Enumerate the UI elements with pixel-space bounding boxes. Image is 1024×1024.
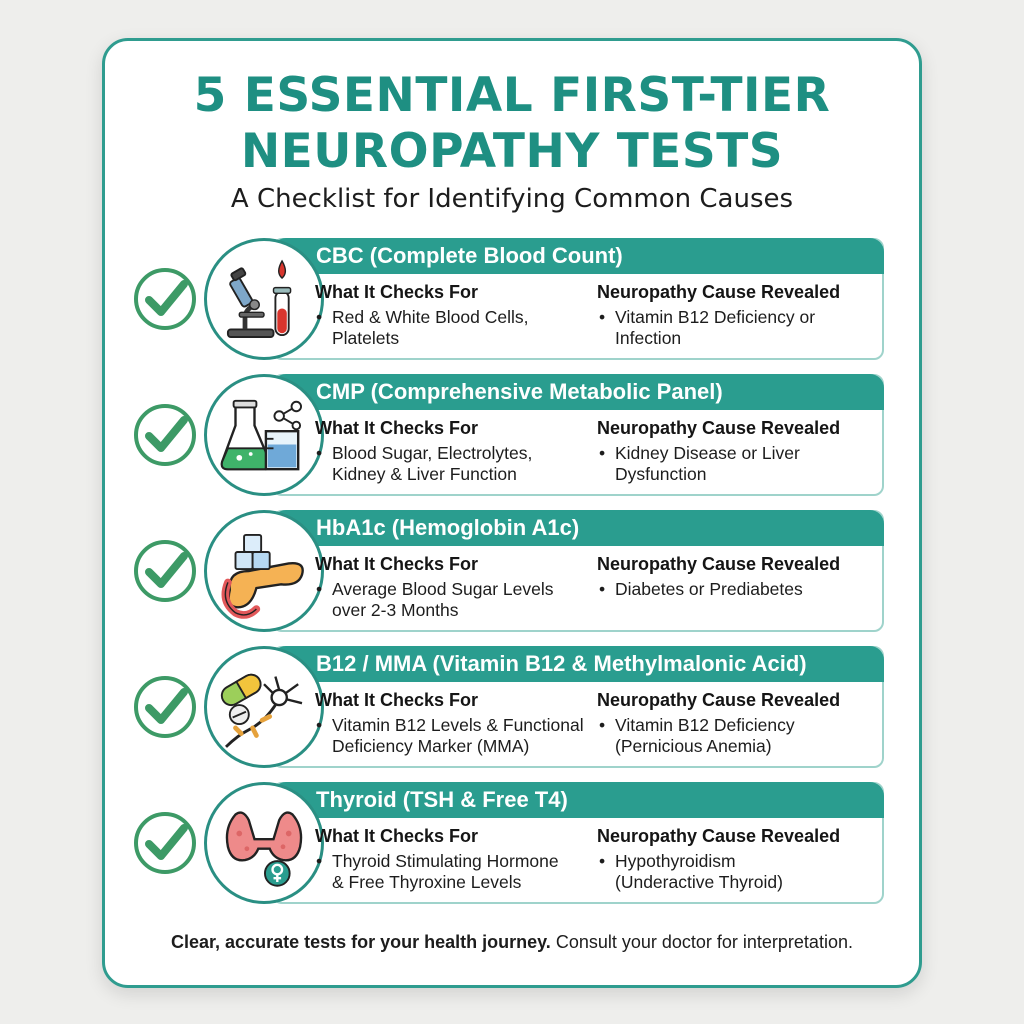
bullet: • <box>599 307 606 327</box>
cause-heading: Neuropathy Cause Revealed <box>597 418 841 438</box>
bullet: • <box>316 579 323 599</box>
lab-flask-and-beaker-icon <box>204 374 324 496</box>
cause-text: • Hypothyroidism (Underactive Thyroid) <box>599 851 783 892</box>
test-title: Thyroid (TSH & Free T4) <box>316 787 568 812</box>
bullet: • <box>316 443 323 463</box>
cause-heading: Neuropathy Cause Revealed <box>597 282 841 302</box>
footer-bold-text: Clear, accurate tests for your health journey. <box>171 932 551 952</box>
checks-text: • Vitamin B12 Levels & Functional Deficiency Marker (MMA) <box>316 715 584 756</box>
title-line-1: 5 ESSENTIAL FIRST-TIER <box>193 68 831 123</box>
footer-note <box>0 932 1024 953</box>
checks-heading: What It Checks For <box>315 418 479 438</box>
microscope-and-test-tube-icon <box>204 238 324 360</box>
checks-heading: What It Checks For <box>315 826 479 846</box>
test-row-cbc <box>132 238 884 360</box>
checks-heading: What It Checks For <box>315 690 479 710</box>
bullet: • <box>599 851 606 871</box>
page-title <box>0 68 1024 180</box>
bullet: • <box>316 851 323 871</box>
test-row-cmp <box>132 374 884 496</box>
footer-text: Consult your doctor for interpretation. <box>550 932 853 952</box>
test-title: CMP (Comprehensive Metabolic Panel) <box>316 379 723 404</box>
bullet: • <box>316 307 323 327</box>
checkmark-icon <box>132 810 198 876</box>
test-row-b12-mma <box>132 646 884 768</box>
checks-heading: What It Checks For <box>315 282 479 302</box>
page-subtitle: A Checklist for Identifying Common Causes <box>230 184 794 214</box>
test-title: HbA1c (Hemoglobin A1c) <box>316 515 580 540</box>
test-title: B12 / MMA (Vitamin B12 & Methylmalonic Acid) <box>316 651 807 676</box>
bullet: • <box>599 579 606 599</box>
bullet: • <box>316 715 323 735</box>
cause-heading: Neuropathy Cause Revealed <box>597 826 841 846</box>
checkmark-icon <box>132 538 198 604</box>
cause-text: • Kidney Disease or Liver Dysfunction <box>599 443 800 484</box>
title-line-2: NEUROPATHY TESTS <box>240 124 784 179</box>
checkmark-icon <box>132 266 198 332</box>
cause-heading: Neuropathy Cause Revealed <box>597 554 841 574</box>
test-row-thyroid <box>132 782 884 904</box>
checkmark-icon <box>132 402 198 468</box>
bullet: • <box>599 715 606 735</box>
thyroid-gland-icon <box>204 782 324 904</box>
checks-text: • Blood Sugar, Electrolytes, Kidney & Liver Function <box>316 443 533 484</box>
cause-text: • Diabetes or Prediabetes <box>599 579 803 599</box>
bullet: • <box>599 443 606 463</box>
checks-heading: What It Checks For <box>315 554 479 574</box>
test-row-hba1c <box>132 510 884 632</box>
cause-heading: Neuropathy Cause Revealed <box>597 690 841 710</box>
checks-text: • Average Blood Sugar Levels over 2-3 Months <box>316 579 554 620</box>
checks-text: • Red & White Blood Cells, Platelets <box>316 307 529 348</box>
cause-text: • Vitamin B12 Deficiency (Pernicious Anemia) <box>599 715 795 756</box>
test-title: CBC (Complete Blood Count) <box>316 243 623 268</box>
sugar-cubes-and-pancreas-icon <box>204 510 324 632</box>
cause-text: • Vitamin B12 Deficiency or Infection <box>599 307 816 348</box>
pills-and-neuron-icon <box>204 646 324 768</box>
checks-text: • Thyroid Stimulating Hormone & Free Thyroxine Levels <box>316 851 559 892</box>
checkmark-icon <box>132 674 198 740</box>
